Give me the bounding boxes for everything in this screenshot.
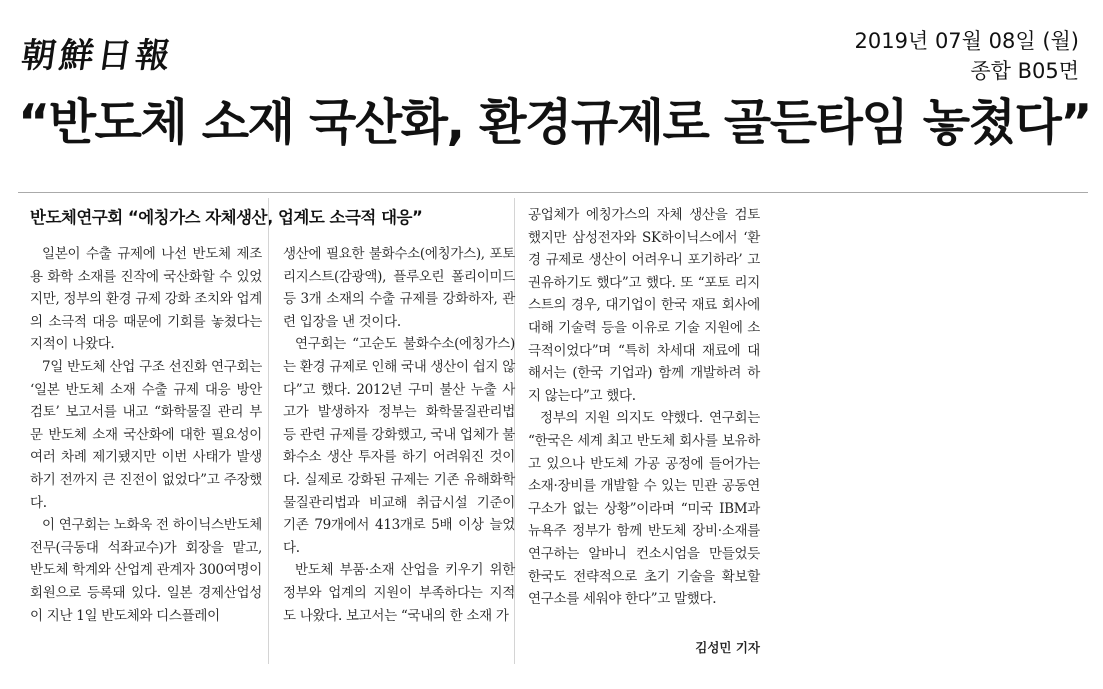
paragraph: 공업체가 에칭가스의 자체 생산을 검토했지만 삼성전자와 SK하이닉스에서 ‘환경 규제로 생산이 어려우니 포기하라’ 고 권유하기도 했다”고 했다. 또 “포토 리지스트의 경우, 대기업이 한국 재료 회사에 대해 기술력 등을 이유로 기술 지원에 소극적이었다”며 “특히 차세대 재료에 대해서는 (한국 기업과) 함께 개발하려 하지 않는다”고 했다. (528, 207, 760, 404)
article-subhead: 반도체연구회 “에칭가스 자체생산, 업계도 소극적 대응” (30, 208, 423, 227)
article-column-2 (283, 243, 515, 627)
newspaper-masthead: 朝鮮日報 (18, 36, 177, 76)
paragraph: 연구회는 “고순도 불화수소(에칭가스)는 환경 규제로 인해 국내 생산이 쉽지 않다”고 했다. 2012년 구미 불산 누출 사고가 발생하자 정부는 화학물질관리법 등 관련 규제를 강화했고, 국내 업체가 불화수소 생산 투자를 하기 어려워진 것이다. 실제로 강화된 규제는 기존 유해화학물질관리법과 비교해 취급시설 기준이 기존 79개에서 413개로 5배 이상 늘었다. (283, 336, 515, 556)
paragraph: 생산에 필요한 불화수소(에칭가스), 포토 리지스트(감광액), 플루오린 폴리이미드 등 3개 소재의 수출 규제를 강화하자, 관련 입장을 낸 것이다. (283, 246, 515, 330)
article-column-1 (30, 243, 262, 627)
paragraph: 7일 반도체 산업 구조 선진화 연구회는 ‘일본 반도체 소재 수출 규제 대응 방안 검토’ 보고서를 내고 “화학물질 관리 부문 반도체 소재 국산화에 대한 필요성이 여러 차례 제기됐지만 이번 사태가 발생하기 전까지 큰 진전이 없었다”고 주장했다. (30, 358, 262, 511)
paragraph: 정부의 지원 의지도 약했다. 연구회는 “한국은 세계 최고 반도체 회사를 보유하고 있으나 반도체 가공 공정에 들어가는 소재·장비를 개발할 수 있는 민관 공동연구소가 없는 상황”이라며 “미국 IBM과 뉴욕주 정부가 함께 반도체 장비·소재를 연구하는 알바니 컨소시엄을 만들었듯 한국도 전략적으로 초기 기술을 확보할 연구소를 세워야 한다”고 말했다. (528, 410, 760, 608)
article-column-3 (528, 204, 760, 611)
paragraph: 일본이 수출 규제에 나선 반도체 제조용 화학 소재를 진작에 국산화할 수 있었지만, 정부의 환경 규제 강화 조치와 업계의 소극적 대응 때문에 기회를 놓쳤다는 지적이 나왔다. (30, 246, 262, 353)
headline-divider (18, 192, 1088, 193)
page-section: 종합 B05면 (970, 59, 1079, 83)
column-divider-1 (268, 198, 269, 664)
publication-date: 2019년 07월 08일 (월) (854, 29, 1079, 53)
paragraph: 이 연구회는 노화욱 전 하이닉스반도체 전무(극동대 석좌교수)가 회장을 맡고, 반도체 학계와 산업계 관계자 300여명이 회원으로 등록돼 있다. 일본 경제산업성이 지난 1일 반도체와 디스플레이 (30, 517, 262, 624)
article-byline: 김성민 기자 (695, 640, 760, 655)
article-headline: “반도체 소재 국산화, 환경규제로 골든타임 놓쳤다” (18, 94, 1091, 151)
paragraph: 반도체 부품·소재 산업을 키우기 위한 정부와 업계의 지원이 부족하다는 지적도 나왔다. 보고서는 “국내의 한 소재 가 (283, 562, 515, 624)
dateline (855, 26, 1079, 86)
